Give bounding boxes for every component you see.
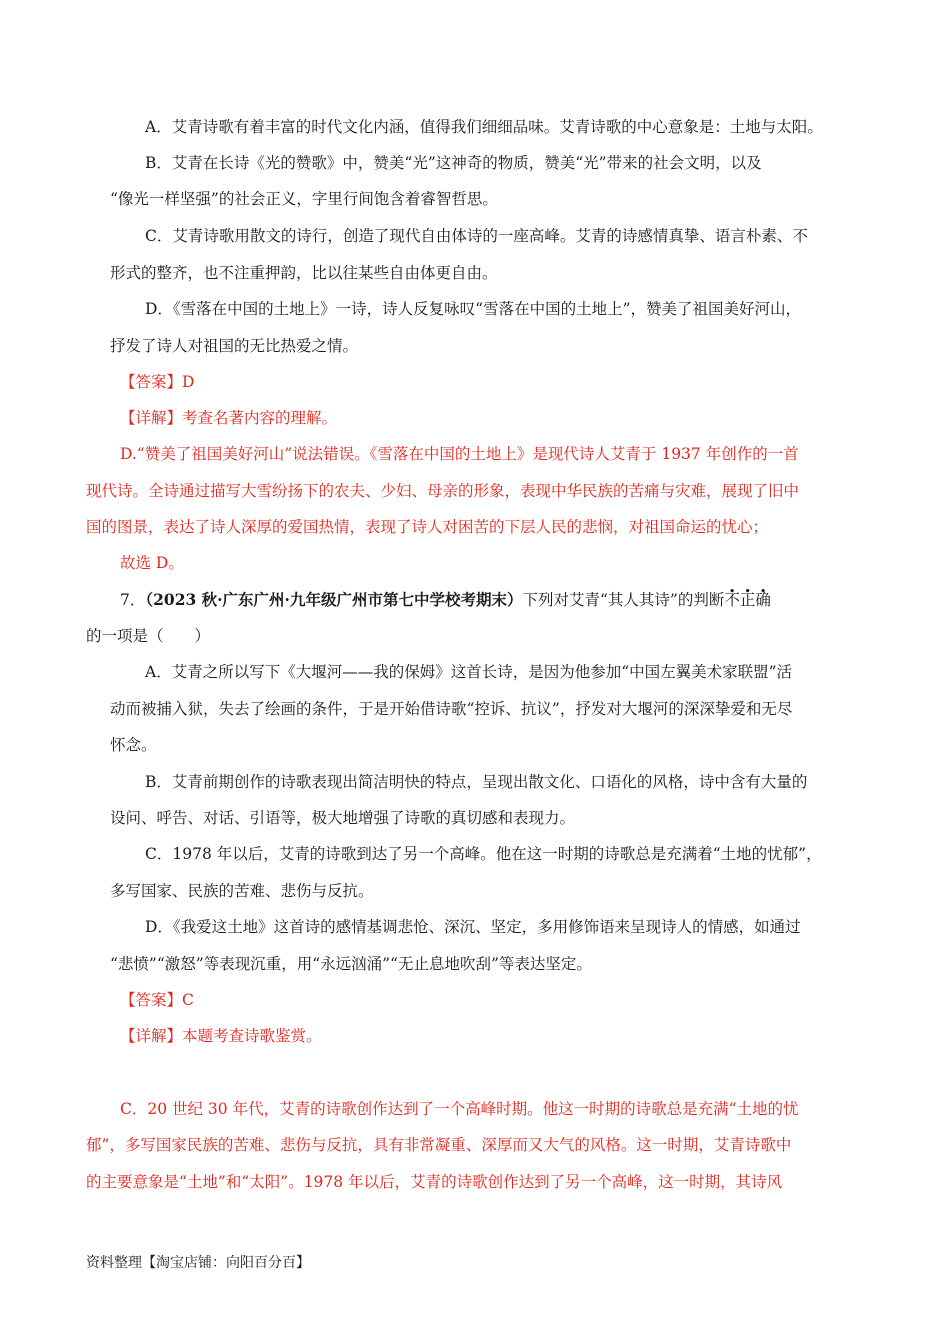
q7-option-d-cont: “悲愤”“激怒”等表现沉重，用“永远汹涌”“无止息地吹刮”等表达坚定。 [110,955,592,973]
q6-option-c-cont: 形式的整齐，也不注重押韵，比以往某些自由体更自由。 [110,264,498,282]
q7-option-c: C．1978 年以后，艾青的诗歌到达了另一个高峰。他在这一时期的诗歌总是充满着“土地的忧郁”， [145,845,822,863]
q7-source: （2023 秋·广东广州·九年级广州市第七中学校考期末） [145,590,523,609]
q6-option-a: A．艾青诗歌有着丰富的时代文化内涵，值得我们细细品味。艾青诗歌的中心意象是：土地与太阳。 [145,118,823,136]
q7-option-b: B．艾青前期创作的诗歌表现出简洁明快的特点，呈现出散文化、口语化的风格，诗中含有大量的 [145,773,808,791]
q6-option-b: B．艾青在长诗《光的赞歌》中，赞美“光”这神奇的物质，赞美“光”带来的社会文明，以及 [145,154,762,172]
q7-detail [120,1025,322,1047]
detail-label: 【详解】 [120,409,183,427]
q7-option-a-cont-2: 怀念。 [110,736,157,754]
q7-stem-text: 下列对艾青“其人其诗”的判断 [522,591,725,609]
q6-explanation-line-3: 国的图景，表达了诗人深厚的爱国热情，表现了诗人对困苦的下层人民的悲悯，对祖国命运的忧心； [86,518,769,536]
q7-explanation-line-3: 的主要意象是“土地”和“太阳”。1978 年以后，艾青的诗歌创作达到了另一个高峰，这一时期，其诗风 [86,1173,783,1191]
page-footer: 资料整理【淘宝店铺：向阳百分百】 [86,1255,310,1271]
q6-option-c: C．艾青诗歌用散文的诗行，创造了现代自由体诗的一座高峰。艾青的诗感情真挚、语言朴素、不 [145,227,808,245]
q7-explanation-line-1: C．20 世纪 30 年代，艾青的诗歌创作达到了一个高峰时期。他这一时期的诗歌总是充满“土地的忧 [120,1100,799,1118]
q6-option-d: D．《雪落在中国的土地上》一诗，诗人反复咏叹“雪落在中国的土地上”，赞美了祖国美好河山， [145,300,802,318]
q6-detail [120,407,337,429]
q6-option-d-cont: 抒发了诗人对祖国的无比热爱之情。 [110,337,359,355]
answer-value: C [182,991,194,1009]
detail-label: 【详解】 [120,1027,183,1045]
q7-option-a-cont-1: 动而被捕入狱，失去了绘画的条件，于是开始借诗歌“控诉、抗议”，抒发对大堰河的深深挚爱和无尽 [110,700,793,718]
q7-number: 7． [120,591,146,609]
q7-option-b-cont: 设问、呼告、对话、引语等，极大地增强了诗歌的真切感和表现力。 [110,809,576,827]
q7-stem-cont: 的一项是（ ） [86,627,211,645]
q7-option-d: D．《我爱这土地》这首诗的感情基调悲怆、深沉、坚定，多用修饰语来呈现诗人的情感，如通过 [145,918,801,936]
q7-stem [120,589,771,611]
detail-text: 本题考查诗歌鉴赏。 [182,1027,322,1045]
answer-label: 【答案】 [120,373,183,391]
q6-explanation-line-2: 现代诗。全诗通过描写大雪纷扬下的农夫、少妇、母亲的形象，表现中华民族的苦痛与灾难，展现了旧中 [86,482,800,500]
q7-option-c-cont: 多写国家、民族的苦难、悲伤与反抗。 [110,882,374,900]
q6-answer [120,371,194,393]
q7-option-a: A．艾青之所以写下《大堰河——我的保姆》这首长诗，是因为他参加“中国左翼美术家联盟”活 [145,663,793,681]
emphasis-char: 正 [739,591,756,609]
q7-explanation-line-2: 郁”，多写国家民族的苦难、悲伤与反抗，具有非常凝重、深厚而又大气的风格。这一时期，艾青诗歌中 [86,1136,792,1154]
q6-explanation-line-1: D.“赞美了祖国美好河山”说法错误。《雪落在中国的土地上》是现代诗人艾青于 1937 年创作的一首 [120,445,799,463]
q6-option-b-cont: “像光一样坚强”的社会正义，字里行间饱含着睿智哲思。 [110,190,498,208]
q6-explanation-line-4: 故选 D。 [120,554,184,572]
answer-label: 【答案】 [120,991,183,1009]
emphasis-char: 不 [724,591,740,609]
detail-text: 考查名著内容的理解。 [182,409,338,427]
emphasis-char: 确 [755,591,771,609]
q7-answer [120,989,194,1011]
answer-value: D [182,373,195,391]
